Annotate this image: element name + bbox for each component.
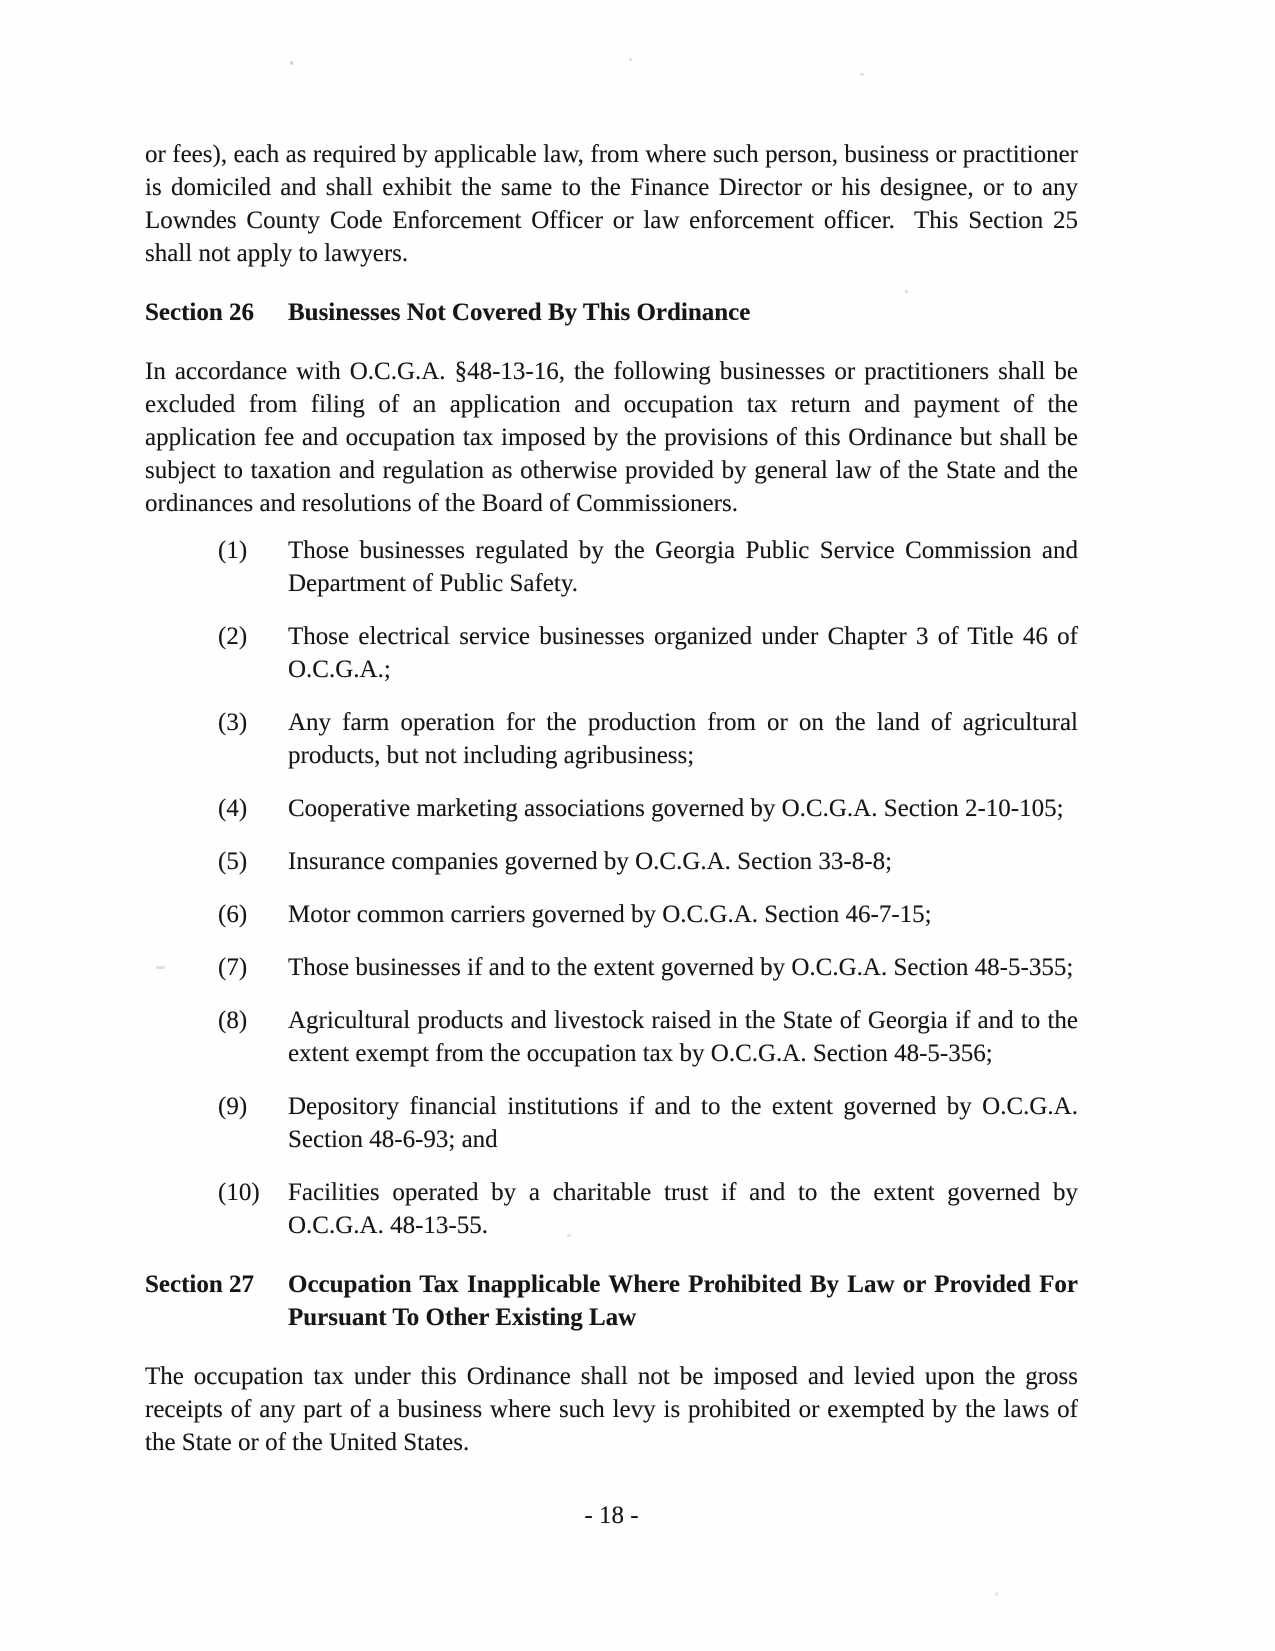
- page-number: - 18 -: [584, 1502, 639, 1529]
- document-body: [145, 138, 1085, 1459]
- scan-speck: [995, 1592, 998, 1596]
- list-item-number: (7): [218, 954, 248, 981]
- section-26-intro-paragraph: In accordance with O.C.G.A. §48-13-16, the following businesses or practitioners shall be excluded from filing of an application and occupation tax return and payment of the application fee and occupation tax imposed by the provisions of this Ordinance but shall be subject to taxation and regulation as otherwise provided by general law of the State and the ordinances and resolutions of the Board of Commissioners.: [145, 358, 1085, 517]
- scan-speck: [629, 58, 632, 61]
- list-item-text: Motor common carriers governed by O.C.G.A. Section 46-7-15;: [288, 901, 932, 928]
- list-item: [145, 951, 1078, 984]
- list-item-text: Agricultural products and livestock raised in the State of Georgia if and to the extent exempt from the occupation tax by O.C.G.A. Section 48-5-356;: [288, 1007, 1078, 1067]
- list-item-text: Those businesses regulated by the Georgia Public Service Commission and Department of Public Safety.: [288, 537, 1078, 597]
- list-item-text: Any farm operation for the production from or on the land of agricultural products, but not including agribusiness;: [288, 709, 1078, 769]
- list-item-number: (1): [218, 537, 248, 564]
- list-item-number: (9): [218, 1093, 248, 1120]
- list-item-text: Depository financial institutions if and to the extent governed by O.C.G.A. Section 48-6-93; and: [288, 1093, 1078, 1153]
- list-item-number: (2): [218, 623, 248, 650]
- list-item: [145, 792, 1078, 825]
- list-item-text: Insurance companies governed by O.C.G.A. Section 33-8-8;: [288, 848, 893, 875]
- section-27-heading: [145, 1268, 1078, 1334]
- list-item-number: (8): [218, 1007, 248, 1034]
- section-27-body-paragraph: The occupation tax under this Ordinance shall not be imposed and levied upon the gross receipts of any part of a business where such levy is prohibited or exempted by the laws of the State or of the United States.: [145, 1363, 1085, 1456]
- section-26-number: Section 26: [145, 299, 255, 326]
- section-27-title: Occupation Tax Inapplicable Where Prohibited By Law or Provided For Pursuant To Other Existing Law: [288, 1271, 1078, 1331]
- list-item: [145, 534, 1078, 600]
- list-item: [145, 1090, 1078, 1156]
- list-item-text: Those electrical service businesses organized under Chapter 3 of Title 46 of O.C.G.A.;: [288, 623, 1078, 683]
- list-item-text: Facilities operated by a charitable trust if and to the extent governed by O.C.G.A. 48-13-55.: [288, 1179, 1078, 1239]
- list-item-number: (6): [218, 901, 248, 928]
- list-item: [145, 898, 1078, 931]
- list-item-number: (10): [218, 1179, 260, 1206]
- list-item: [145, 1004, 1078, 1070]
- list-item: [145, 845, 1078, 878]
- section-26-title: Businesses Not Covered By This Ordinance: [288, 299, 751, 326]
- list-item: [145, 620, 1078, 686]
- scan-speck: [860, 73, 864, 76]
- scan-speck: [290, 61, 293, 65]
- list-item-number: (3): [218, 709, 248, 736]
- excluded-businesses-list: [145, 534, 1078, 1242]
- section-26-heading: [145, 296, 1078, 329]
- list-item-number: (4): [218, 795, 248, 822]
- paragraph-section25-continuation: or fees), each as required by applicable law, from where such person, business or practitioner is domiciled and shall exhibit the same to the Finance Director or his designee, or to any Lowndes County Code Enforcement Officer or law enforcement officer. This Section 25 shall not apply to lawyers.: [145, 141, 1085, 267]
- list-item: [145, 1176, 1078, 1242]
- list-item: [145, 706, 1078, 772]
- section-27-number: Section 27: [145, 1271, 255, 1298]
- list-item-text: Cooperative marketing associations governed by O.C.G.A. Section 2-10-105;: [288, 795, 1064, 822]
- list-item-text: Those businesses if and to the extent governed by O.C.G.A. Section 48-5-355;: [288, 954, 1074, 981]
- list-item-number: (5): [218, 848, 248, 875]
